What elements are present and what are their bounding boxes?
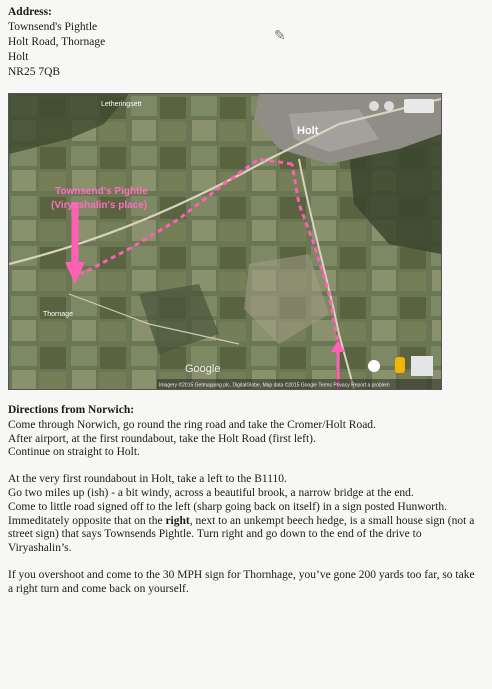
map-attribution: Imagery ©2015 Getmapping plc, DigitalGlobe, Map data ©2015 Google Terms Privacy Report a problem — [159, 382, 390, 389]
map-label-thornage: Thornage — [43, 311, 73, 318]
bird-doodle-icon: ✎ — [274, 29, 286, 44]
map-menu-button[interactable] — [404, 99, 434, 113]
address-line-4: NR25 7QB — [8, 66, 61, 78]
map-settings-icon[interactable] — [384, 101, 394, 111]
directions-line-3: Continue on straight to Holt. — [8, 446, 140, 459]
map-zoom-control[interactable] — [411, 356, 433, 376]
map-label-letheringsett: Letheringsett — [101, 101, 142, 108]
map-compass-icon[interactable] — [368, 360, 380, 372]
map-label-holt: Holt — [297, 125, 319, 137]
directions-line-4: At the very first roundabout in Holt, take a left to the B1110. — [8, 473, 287, 486]
address-line-1: Townsend's Pightle — [8, 21, 98, 33]
directions-line-8: If you overshoot and come to the 30 MPH sign for Thornhage, you’ve gone 200 yards too far, so take a right turn and come back on yourself. — [8, 568, 475, 595]
map-label-place-1: Townsend's Pightle — [55, 186, 148, 197]
address-line-2: Holt Road, Thornage — [8, 36, 106, 48]
directions-line-7-bold: right — [165, 514, 190, 527]
address-heading: Address: — [8, 6, 52, 18]
directions-heading: Directions from Norwich: — [8, 404, 135, 416]
google-logo: Google — [185, 363, 221, 375]
directions-block — [8, 404, 480, 597]
directions-line-1: Come through Norwich, go round the ring road and take the Cromer/Holt Road. — [8, 418, 376, 431]
directions-line-2: After airport, at the first roundabout, take the Holt Road (first left). — [8, 432, 316, 445]
directions-line-6: Come to little road signed off to the left (sharp going back on itself) in a sign posted Hunworth. — [8, 500, 447, 513]
pegman-icon[interactable] — [395, 357, 405, 373]
directions-line-5: Go two miles up (ish) - a bit windy, across a beautiful brook, a narrow bridge at the end. — [8, 486, 414, 499]
directions-line-7a: Immeditately opposite that on the — [8, 514, 166, 527]
directions-line-7c: , next to an unkempt beech hedge, is a small house sign (not a street sign) that says Townsends Pightle. Turn right and go down to the end of the drive to Viryashalin’s. — [8, 514, 475, 555]
map-canvas — [9, 94, 441, 389]
satellite-map[interactable] — [8, 93, 442, 390]
directions-line-7 — [8, 515, 480, 556]
address-line-3: Holt — [8, 51, 29, 63]
address-block — [8, 5, 105, 80]
map-help-icon[interactable] — [369, 101, 379, 111]
map-label-place-2: (Viryashalin's place) — [51, 200, 148, 211]
